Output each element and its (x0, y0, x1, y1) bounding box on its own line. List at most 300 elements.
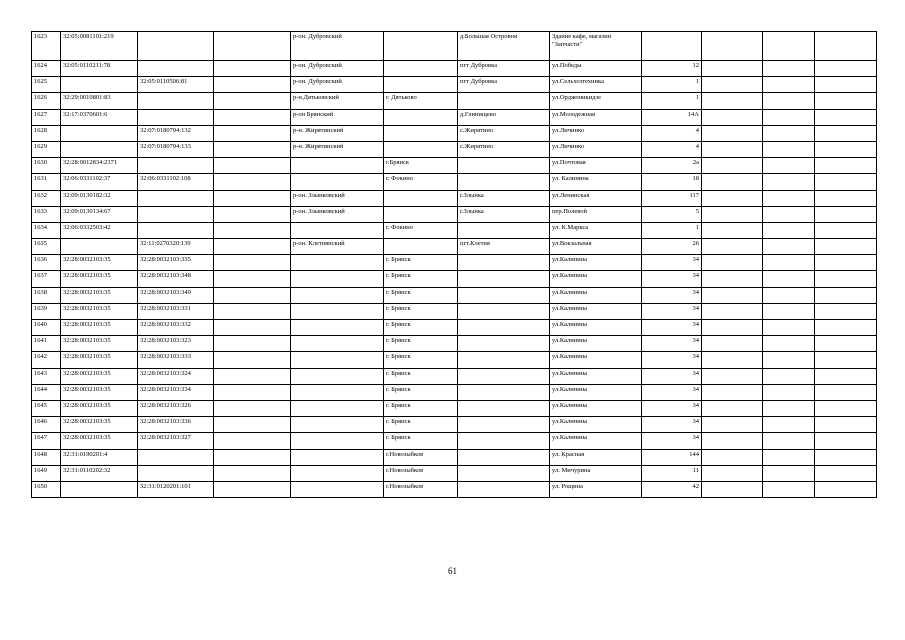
empty-cell (214, 352, 291, 368)
city-cell (384, 190, 458, 206)
empty-cell (763, 255, 815, 271)
empty-cell (702, 336, 763, 352)
premises-cadastral-number-cell: 32:28:0032103:323 (138, 336, 214, 352)
cadastral-number-cell: 32:06:0332503:42 (61, 222, 138, 238)
empty-cell (214, 465, 291, 481)
street-cell: ул.Калинина (550, 400, 642, 416)
empty-cell (214, 125, 291, 141)
table-row (32, 417, 877, 433)
empty-cell (702, 239, 763, 255)
cadastral-number-cell: 32:28:0032103:35 (61, 255, 138, 271)
table-row (32, 433, 877, 449)
premises-cadastral-number-cell (138, 222, 214, 238)
cadastral-number-cell (61, 77, 138, 93)
empty-cell (763, 77, 815, 93)
cadastral-number-cell: 32:31:0110202:32 (61, 465, 138, 481)
empty-cell (815, 206, 877, 222)
district-cell (291, 287, 384, 303)
premises-cadastral-number-cell: 32:28:0032103:333 (138, 352, 214, 368)
row-number-cell: 1646 (32, 417, 61, 433)
empty-cell (763, 206, 815, 222)
row-number-cell: 1626 (32, 93, 61, 109)
table-row (32, 303, 877, 319)
empty-cell (702, 206, 763, 222)
district-cell: р-он. Дубровский (291, 32, 384, 61)
settlement-cell (458, 303, 550, 319)
empty-cell (214, 433, 291, 449)
empty-cell (214, 190, 291, 206)
empty-cell (815, 271, 877, 287)
premises-cadastral-number-cell: 32:28:0032103:336 (138, 417, 214, 433)
house-number-cell: 34 (642, 368, 702, 384)
table-row (32, 190, 877, 206)
row-number-cell: 1642 (32, 352, 61, 368)
house-number-cell: 34 (642, 352, 702, 368)
house-number-cell: 34 (642, 384, 702, 400)
empty-cell (815, 303, 877, 319)
street-cell: ул.Калинина (550, 384, 642, 400)
street-cell: ул. Калинина (550, 174, 642, 190)
street-cell: ул.Орджоникидзе (550, 93, 642, 109)
empty-cell (214, 239, 291, 255)
empty-cell (702, 109, 763, 125)
empty-cell (815, 77, 877, 93)
empty-cell (815, 32, 877, 61)
empty-cell (763, 384, 815, 400)
page-number: 61 (448, 566, 457, 576)
premises-cadastral-number-cell: 32:07:0180704:132 (138, 125, 214, 141)
city-cell (384, 239, 458, 255)
empty-cell (702, 271, 763, 287)
house-number-cell: 2а (642, 158, 702, 174)
city-cell: г. Брянск (384, 352, 458, 368)
empty-cell (763, 433, 815, 449)
row-number-cell: 1643 (32, 368, 61, 384)
empty-cell (702, 174, 763, 190)
settlement-cell (458, 222, 550, 238)
cadastral-number-cell: 32:28:0032103:35 (61, 400, 138, 416)
premises-cadastral-number-cell: 32:06:0331102:108 (138, 174, 214, 190)
house-number-cell: 34 (642, 255, 702, 271)
district-cell: р-он. Злынковский (291, 190, 384, 206)
row-number-cell: 1637 (32, 271, 61, 287)
row-number-cell: 1634 (32, 222, 61, 238)
row-number-cell: 1645 (32, 400, 61, 416)
settlement-cell (458, 174, 550, 190)
settlement-cell: г.Злынка (458, 206, 550, 222)
table-body (32, 32, 877, 498)
row-number-cell: 1631 (32, 174, 61, 190)
table-row (32, 32, 877, 61)
empty-cell (815, 239, 877, 255)
premises-cadastral-number-cell: 32:28:0032103:324 (138, 368, 214, 384)
house-number-cell: 42 (642, 481, 702, 497)
empty-cell (214, 384, 291, 400)
table-row (32, 77, 877, 93)
empty-cell (815, 174, 877, 190)
empty-cell (702, 77, 763, 93)
row-number-cell: 1625 (32, 77, 61, 93)
settlement-cell (458, 255, 550, 271)
empty-cell (815, 320, 877, 336)
empty-cell (214, 206, 291, 222)
street-cell: ул.Вокзальная (550, 239, 642, 255)
cadastral-number-cell: 32:06:0331102:37 (61, 174, 138, 190)
empty-cell (815, 190, 877, 206)
settlement-cell (458, 336, 550, 352)
empty-cell (214, 303, 291, 319)
empty-cell (702, 400, 763, 416)
table-row (32, 271, 877, 287)
premises-cadastral-number-cell: 32:11:0270320:139 (138, 239, 214, 255)
street-cell: ул.Калинина (550, 336, 642, 352)
premises-cadastral-number-cell (138, 206, 214, 222)
city-cell (384, 125, 458, 141)
premises-cadastral-number-cell (138, 190, 214, 206)
street-cell: ул.Калинина (550, 287, 642, 303)
table-row (32, 255, 877, 271)
house-number-cell: 34 (642, 433, 702, 449)
house-number-cell: 12 (642, 61, 702, 77)
empty-cell (815, 449, 877, 465)
house-number-cell: 34 (642, 271, 702, 287)
empty-cell (763, 368, 815, 384)
empty-cell (763, 239, 815, 255)
empty-cell (763, 141, 815, 157)
cadastral-number-cell: 32:28:0032103:35 (61, 336, 138, 352)
empty-cell (763, 190, 815, 206)
empty-cell (815, 61, 877, 77)
row-number-cell: 1650 (32, 481, 61, 497)
house-number-cell: 1 (642, 222, 702, 238)
settlement-cell: с.Жирятино (458, 141, 550, 157)
empty-cell (214, 93, 291, 109)
settlement-cell (458, 384, 550, 400)
premises-cadastral-number-cell: 32:28:0032103:331 (138, 303, 214, 319)
empty-cell (702, 93, 763, 109)
empty-cell (214, 174, 291, 190)
city-cell: г. Брянск (384, 255, 458, 271)
settlement-cell (458, 352, 550, 368)
house-number-cell: 1 (642, 93, 702, 109)
table-row (32, 206, 877, 222)
cadastral-number-cell: 32:28:0032103:35 (61, 352, 138, 368)
empty-cell (214, 449, 291, 465)
row-number-cell: 1644 (32, 384, 61, 400)
empty-cell (815, 465, 877, 481)
street-cell: ул.Ленинская (550, 190, 642, 206)
district-cell (291, 465, 384, 481)
premises-cadastral-number-cell: 32:28:0032103:348 (138, 271, 214, 287)
street-cell: ул.Молодежная (550, 109, 642, 125)
row-number-cell: 1641 (32, 336, 61, 352)
empty-cell (815, 287, 877, 303)
table-row (32, 465, 877, 481)
empty-cell (702, 141, 763, 157)
empty-cell (815, 255, 877, 271)
cadastral-number-cell: 32:05:0110211:78 (61, 61, 138, 77)
empty-cell (815, 93, 877, 109)
cadastral-number-cell: 32:28:0032103:35 (61, 417, 138, 433)
city-cell: г.Новозыбков (384, 465, 458, 481)
premises-cadastral-number-cell (138, 61, 214, 77)
city-cell: г. Брянск (384, 417, 458, 433)
empty-cell (763, 158, 815, 174)
district-cell (291, 174, 384, 190)
street-cell: ул.Калинина (550, 417, 642, 433)
street-cell: ул.Калинина (550, 320, 642, 336)
city-cell (384, 206, 458, 222)
empty-cell (815, 368, 877, 384)
house-number-cell: 34 (642, 287, 702, 303)
empty-cell (763, 481, 815, 497)
city-cell: г. Брянск (384, 320, 458, 336)
premises-cadastral-number-cell (138, 32, 214, 61)
house-number-cell: 1 (642, 77, 702, 93)
premises-cadastral-number-cell: 32:28:0032103:327 (138, 433, 214, 449)
empty-cell (763, 93, 815, 109)
table-row (32, 158, 877, 174)
premises-cadastral-number-cell: 32:28:0032103:326 (138, 400, 214, 416)
empty-cell (214, 77, 291, 93)
empty-cell (214, 336, 291, 352)
premises-cadastral-number-cell: 32:05:0110506:81 (138, 77, 214, 93)
cadastral-number-cell: 32:05:0081101:219 (61, 32, 138, 61)
settlement-cell (458, 93, 550, 109)
street-cell: ул.Личинко (550, 125, 642, 141)
row-number-cell: 1632 (32, 190, 61, 206)
district-cell (291, 449, 384, 465)
empty-cell (763, 417, 815, 433)
settlement-cell (458, 465, 550, 481)
table-row (32, 61, 877, 77)
empty-cell (763, 449, 815, 465)
table-row (32, 287, 877, 303)
district-cell (291, 271, 384, 287)
settlement-cell (458, 368, 550, 384)
cadastral-number-cell (61, 239, 138, 255)
city-cell (384, 61, 458, 77)
street-cell: ул. Рощина (550, 481, 642, 497)
street-cell: ул.Почтовая (550, 158, 642, 174)
empty-cell (763, 61, 815, 77)
empty-cell (702, 158, 763, 174)
city-cell: г. Брянск (384, 384, 458, 400)
premises-cadastral-number-cell (138, 158, 214, 174)
street-cell: ул. Мичурина (550, 465, 642, 481)
settlement-cell (458, 287, 550, 303)
table-row (32, 368, 877, 384)
table-row (32, 481, 877, 497)
cadastral-number-cell: 32:09:0130134:67 (61, 206, 138, 222)
empty-cell (702, 352, 763, 368)
empty-cell (763, 125, 815, 141)
empty-cell (702, 320, 763, 336)
city-cell: г. Брянск (384, 433, 458, 449)
empty-cell (702, 287, 763, 303)
empty-cell (763, 465, 815, 481)
premises-cadastral-number-cell: 32:28:0032103:334 (138, 384, 214, 400)
empty-cell (763, 320, 815, 336)
empty-cell (214, 368, 291, 384)
city-cell (384, 77, 458, 93)
street-cell: Здание кафе, магазин "Запчасти" (550, 32, 642, 61)
premises-cadastral-number-cell (138, 449, 214, 465)
house-number-cell: 5 (642, 206, 702, 222)
empty-cell (214, 481, 291, 497)
empty-cell (702, 433, 763, 449)
row-number-cell: 1647 (32, 433, 61, 449)
city-cell: г. Брянск (384, 303, 458, 319)
empty-cell (763, 352, 815, 368)
house-number-cell: 34 (642, 336, 702, 352)
table-row (32, 93, 877, 109)
empty-cell (702, 125, 763, 141)
settlement-cell: г.Злынка (458, 190, 550, 206)
empty-cell (702, 222, 763, 238)
district-cell (291, 336, 384, 352)
empty-cell (702, 465, 763, 481)
empty-cell (702, 481, 763, 497)
empty-cell (702, 417, 763, 433)
street-cell: ул. К.Маркса (550, 222, 642, 238)
city-cell: г.Брянск (384, 158, 458, 174)
cadastral-number-cell: 32:28:0032103:35 (61, 303, 138, 319)
settlement-cell: пгт Дубровка (458, 77, 550, 93)
settlement-cell: пгт Дубровка (458, 61, 550, 77)
empty-cell (763, 174, 815, 190)
street-cell: ул. Красная (550, 449, 642, 465)
empty-cell (702, 368, 763, 384)
cadastral-number-cell (61, 141, 138, 157)
district-cell (291, 352, 384, 368)
empty-cell (763, 400, 815, 416)
empty-cell (815, 433, 877, 449)
cadastral-number-cell: 32:29:0010801:83 (61, 93, 138, 109)
empty-cell (214, 109, 291, 125)
settlement-cell: с.Жирятино (458, 125, 550, 141)
district-cell (291, 158, 384, 174)
city-cell: г. Фокино (384, 222, 458, 238)
empty-cell (214, 141, 291, 157)
empty-cell (763, 109, 815, 125)
house-number-cell: 4 (642, 141, 702, 157)
empty-cell (815, 400, 877, 416)
empty-cell (702, 190, 763, 206)
district-cell: р-он. Дубровский (291, 77, 384, 93)
premises-cadastral-number-cell: 32:28:0032103:349 (138, 287, 214, 303)
cadastral-number-cell (61, 125, 138, 141)
empty-cell (214, 417, 291, 433)
settlement-cell (458, 320, 550, 336)
city-cell: г.Новозыбков (384, 449, 458, 465)
empty-cell (815, 158, 877, 174)
premises-cadastral-number-cell (138, 465, 214, 481)
empty-cell (763, 222, 815, 238)
premises-cadastral-number-cell (138, 93, 214, 109)
city-cell: г. Дятьково (384, 93, 458, 109)
cadastral-number-cell: 32:28:0032103:35 (61, 433, 138, 449)
row-number-cell: 1648 (32, 449, 61, 465)
premises-cadastral-number-cell: 32:31:0120201:101 (138, 481, 214, 497)
table-row (32, 320, 877, 336)
row-number-cell: 1649 (32, 465, 61, 481)
empty-cell (815, 336, 877, 352)
settlement-cell: пгт.Клетня (458, 239, 550, 255)
house-number-cell: 34 (642, 320, 702, 336)
house-number-cell: 34 (642, 303, 702, 319)
street-cell: ул.Победы (550, 61, 642, 77)
settlement-cell (458, 481, 550, 497)
cadastral-number-cell: 32:28:0012834:2371 (61, 158, 138, 174)
house-number-cell: 11 (642, 465, 702, 481)
house-number-cell: 34 (642, 400, 702, 416)
table-row (32, 336, 877, 352)
district-cell: р-он. Злынковский (291, 206, 384, 222)
city-cell (384, 109, 458, 125)
table-row (32, 141, 877, 157)
district-cell: р-н. Жирятинский (291, 141, 384, 157)
empty-cell (815, 125, 877, 141)
premises-cadastral-number-cell: 32:07:0180704:133 (138, 141, 214, 157)
row-number-cell: 1629 (32, 141, 61, 157)
cadastral-number-cell: 32:31:0190201:4 (61, 449, 138, 465)
street-cell: ул.Калинина (550, 303, 642, 319)
street-cell: ул.Калинина (550, 368, 642, 384)
empty-cell (702, 61, 763, 77)
house-number-cell: 4 (642, 125, 702, 141)
city-cell (384, 32, 458, 61)
table-row (32, 125, 877, 141)
street-cell: ул.Калинина (550, 433, 642, 449)
empty-cell (214, 320, 291, 336)
premises-cadastral-number-cell: 32:28:0032103:332 (138, 320, 214, 336)
settlement-cell (458, 417, 550, 433)
cadastral-number-cell (61, 481, 138, 497)
empty-cell (214, 222, 291, 238)
empty-cell (702, 255, 763, 271)
house-number-cell: 34 (642, 417, 702, 433)
city-cell: г. Брянск (384, 271, 458, 287)
empty-cell (815, 141, 877, 157)
district-cell: р-он Брянский (291, 109, 384, 125)
cadastral-number-cell: 32:17:0370601:6 (61, 109, 138, 125)
district-cell: р-он. Дубровский (291, 61, 384, 77)
table-row (32, 222, 877, 238)
empty-cell (214, 255, 291, 271)
empty-cell (702, 449, 763, 465)
table-row (32, 384, 877, 400)
table-row (32, 352, 877, 368)
empty-cell (214, 32, 291, 61)
empty-cell (702, 32, 763, 61)
row-number-cell: 1630 (32, 158, 61, 174)
settlement-cell (458, 400, 550, 416)
district-cell (291, 222, 384, 238)
row-number-cell: 1633 (32, 206, 61, 222)
house-number-cell: 144 (642, 449, 702, 465)
district-cell: р-он. Клетнянский (291, 239, 384, 255)
row-number-cell: 1638 (32, 287, 61, 303)
empty-cell (815, 222, 877, 238)
empty-cell (214, 271, 291, 287)
empty-cell (214, 400, 291, 416)
row-number-cell: 1635 (32, 239, 61, 255)
settlement-cell: д.Глинищево (458, 109, 550, 125)
street-cell: ул.Калинина (550, 271, 642, 287)
empty-cell (815, 481, 877, 497)
district-cell: р-н. Жирятинский (291, 125, 384, 141)
